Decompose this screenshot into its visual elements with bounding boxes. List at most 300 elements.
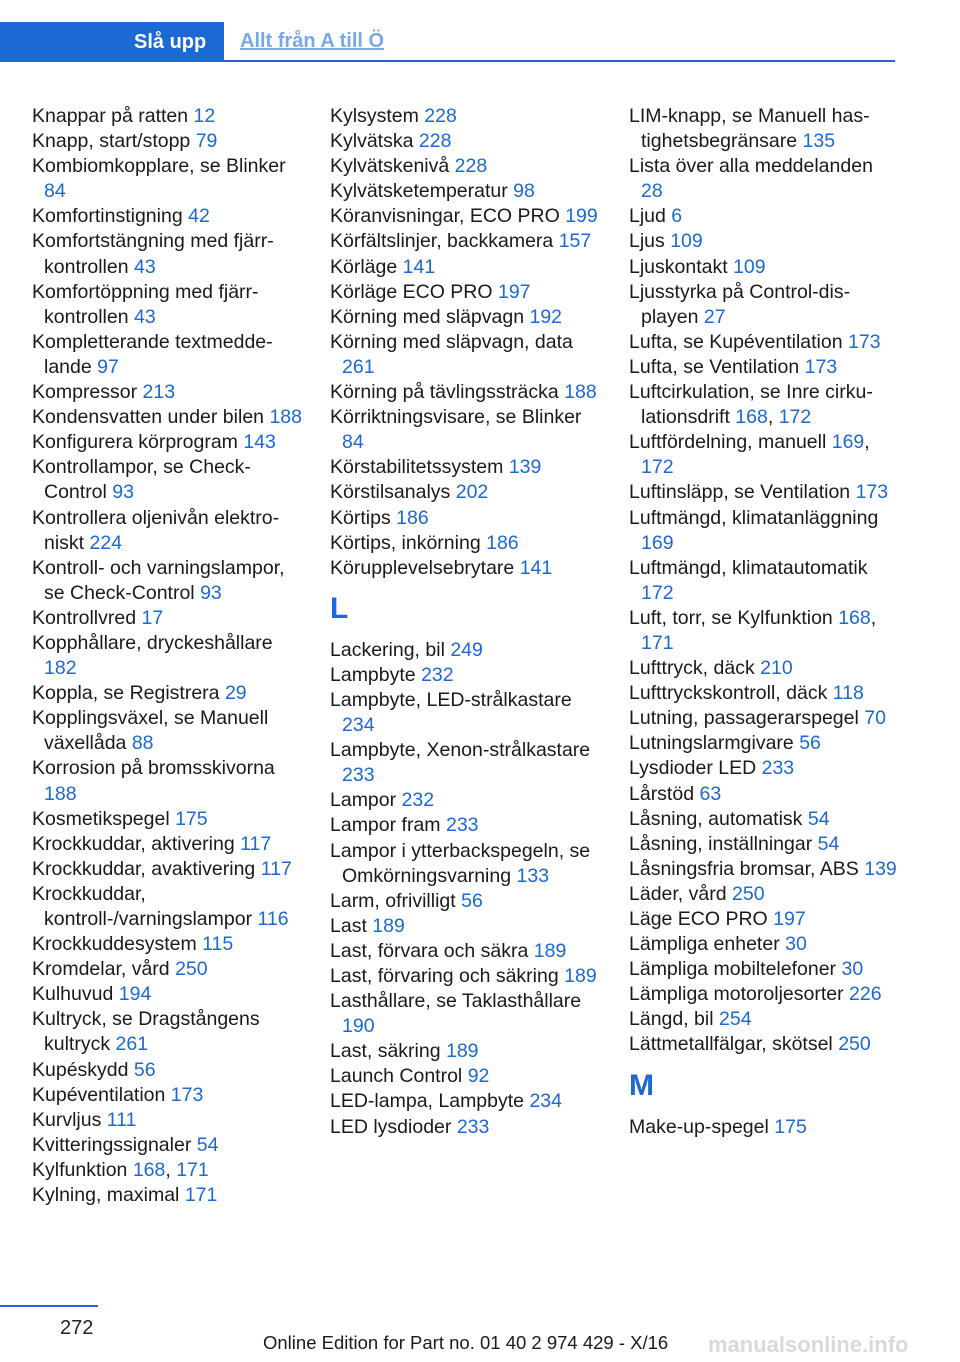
page-link[interactable]: 182	[44, 657, 77, 680]
index-entry	[330, 104, 600, 129]
index-entry	[32, 681, 302, 706]
index-entry	[629, 330, 899, 355]
index-entry-text: Lampbyte	[330, 663, 416, 686]
index-entry-text: Komfortöppning med fjärrkontrollen	[32, 280, 259, 328]
index-entry	[629, 255, 899, 280]
index-entry	[32, 1058, 302, 1083]
index-entry-text: Körning på tävlingssträcka	[330, 381, 559, 404]
index-entry	[629, 154, 899, 204]
page-link[interactable]: 84	[342, 431, 364, 454]
index-entry	[330, 1064, 600, 1089]
page-link[interactable]: 54	[817, 832, 840, 855]
index-entry	[32, 1183, 302, 1208]
index-entry-text: Körriktningsvisare, se Blinker	[330, 406, 582, 429]
page-link[interactable]: 172	[641, 581, 674, 604]
index-entry-text: Krockkuddesystem	[32, 933, 197, 956]
page-link[interactable]: 70	[864, 707, 886, 730]
page-link[interactable]: 197	[773, 908, 806, 930]
index-entry-text: Ljuskontakt	[629, 255, 728, 278]
index-entry-text: Kurvljus	[32, 1108, 102, 1131]
index-entry	[330, 1039, 600, 1064]
page-link[interactable]: 143	[243, 431, 276, 454]
index-entry-text: Launch Control	[330, 1065, 463, 1088]
page-link[interactable]: 93	[112, 481, 134, 504]
index-entry-text: LED lysdioder	[330, 1115, 452, 1138]
index-entry	[330, 154, 600, 179]
index-entry-text: Kulhuvud	[32, 983, 114, 1006]
index-entry-text: Kylvätsketemperatur	[330, 180, 508, 203]
index-entry-text: Kupéventilation	[32, 1083, 166, 1106]
index-entry	[32, 832, 302, 857]
page-link[interactable]: 188	[269, 406, 302, 429]
index-entry	[32, 957, 302, 982]
index-entry-text: Kopphållare, dryckeshållare	[32, 631, 273, 654]
index-entry	[330, 179, 600, 204]
index-entry	[330, 788, 600, 813]
index-entry	[629, 982, 899, 1007]
index-entry	[32, 1108, 302, 1133]
page-link[interactable]: 210	[760, 657, 793, 680]
index-entry-text: Koppla, se Registrera	[32, 682, 220, 705]
index-entry-text: Lampor fram	[330, 814, 441, 837]
page-number: 272	[60, 1317, 94, 1339]
page-link[interactable]: 111	[106, 1108, 137, 1131]
index-entry-text: Kvitteringssignaler	[32, 1133, 192, 1156]
index-entry	[629, 706, 899, 731]
index-entry-text: Konfigurera körprogram	[32, 431, 238, 454]
index-entry-text: Knapp, start/stopp	[32, 130, 191, 153]
index-entry-text: Körfältslinjer, backkamera	[330, 230, 554, 253]
page-link[interactable]: 188	[564, 381, 597, 404]
index-entry	[330, 556, 600, 581]
page-link[interactable]: 250	[838, 1033, 871, 1056]
index-entry-text: Kultryck, se Dragstångens kultryck	[32, 1008, 260, 1056]
index-entry-text: Lasthållare, se Taklasthållare	[330, 990, 582, 1013]
page-link[interactable]: 186	[486, 531, 519, 554]
index-entry-text: Luftcirkulation, se Inre cirkulationsdrift	[629, 381, 873, 429]
index-entry	[629, 480, 899, 505]
index-entry-text: Lårstöd	[629, 782, 695, 805]
page-link[interactable]: 261	[342, 355, 375, 378]
index-entry-text: Körläge	[330, 255, 398, 278]
page-link[interactable]: 188	[44, 782, 77, 805]
index-entry-text: Lämpliga motoroljesorter	[629, 983, 844, 1006]
index-entry	[629, 782, 899, 807]
index-entry	[32, 807, 302, 832]
index-entry	[629, 355, 899, 380]
page-link[interactable]: 168	[838, 606, 871, 629]
page-link[interactable]: 92	[467, 1065, 490, 1088]
index-entry-text: Lampor i ytterbackspegeln, se Omkörningsvarning	[330, 839, 591, 887]
index-entry-text: Lufta, se Ventilation	[629, 355, 800, 378]
index-entry	[629, 656, 899, 681]
page-link[interactable]: 202	[455, 481, 489, 504]
index-entry-text: LIM-knapp, se Manuell hastighetsbegränsare	[629, 105, 870, 153]
index-entry	[32, 606, 302, 631]
index-entry-text: Körstabilitetssystem	[330, 456, 504, 479]
index-entry-text: Körupplevelsebrytare	[330, 556, 515, 579]
index-entry-text: Låsning, inställningar	[629, 832, 813, 855]
index-entry	[330, 380, 600, 405]
index-entry	[330, 738, 600, 788]
edition-note: Online Edition for Part no. 01 40 2 974 429 - X/16	[263, 1332, 669, 1353]
page-link[interactable]: 56	[799, 732, 821, 755]
page-link[interactable]: 109	[733, 255, 766, 278]
page-link[interactable]: 141	[402, 255, 436, 278]
page-link[interactable]: 189	[564, 965, 597, 987]
index-entry-text: Kompressor	[32, 381, 138, 404]
page-link[interactable]: 42	[188, 205, 210, 228]
page-link[interactable]: 233	[445, 814, 479, 837]
index-entry	[330, 129, 600, 154]
index-entry	[32, 706, 302, 756]
index-entry	[629, 857, 899, 882]
page-link[interactable]: 84	[44, 180, 66, 203]
page-link[interactable]: 135	[802, 130, 836, 153]
index-entry: Luftfördelning, manuell 169, 172	[629, 431, 870, 479]
page-link[interactable]: 171	[176, 1158, 209, 1181]
page-link[interactable]: 27	[703, 305, 726, 328]
page-link[interactable]: 29	[224, 682, 247, 705]
page-link[interactable]: 250	[175, 958, 208, 981]
page-link[interactable]: 6	[671, 205, 683, 228]
index-entry-text: Krockkuddar, aktivering	[32, 832, 235, 855]
index-entry-text: Larm, ofrivilligt	[330, 889, 456, 912]
page-link[interactable]: 226	[849, 983, 882, 1006]
index-entry-text: Luft, torr, se Kylfunktion	[629, 606, 833, 629]
page-link[interactable]: 115	[202, 933, 234, 956]
index-entry	[629, 104, 899, 154]
index-entry-text: Lufta, se Kupéventilation	[629, 330, 843, 353]
index-entry	[32, 129, 302, 154]
index-entry-text: Lufttryck, däck	[629, 657, 755, 680]
index-entry	[32, 756, 302, 806]
index-entry-text: Luftinsläpp, se Ventilation	[629, 481, 851, 504]
index-entry	[629, 1115, 899, 1140]
page-link[interactable]: 234	[342, 714, 375, 737]
index-entry-text: Kontrollampor, se Check-Control	[32, 456, 251, 504]
index-entry-text: Låsning, automatisk	[629, 807, 803, 830]
index-entry-text: Kontrollera oljenivån elektroniskt	[32, 506, 280, 554]
index-entry	[330, 663, 600, 688]
page-link[interactable]: 30	[785, 933, 807, 956]
index-entry-text: Lysdioder LED	[629, 757, 757, 780]
index-entry-text: Kylvätskenivå	[330, 155, 450, 178]
index-entry	[629, 204, 899, 229]
page-link[interactable]: 189	[445, 1040, 479, 1063]
index-entry	[32, 104, 302, 129]
index-entry	[32, 280, 302, 330]
index-entry	[330, 280, 600, 305]
page-link[interactable]: 173	[170, 1083, 204, 1106]
index-entry	[32, 380, 302, 405]
index-entry-text: Luftmängd, klimatautomatik	[629, 556, 868, 579]
index-entry	[32, 430, 302, 455]
index-entry	[330, 638, 600, 663]
page-link[interactable]: 186	[396, 506, 429, 529]
index-entry-text: Körstilsanalys	[330, 481, 451, 504]
index-entry	[330, 1089, 600, 1114]
index-entry-text: Läder, vård	[629, 882, 727, 905]
page-link[interactable]: 224	[89, 531, 123, 554]
page-link[interactable]: 175	[774, 1115, 807, 1138]
index-entry	[330, 305, 600, 330]
index-entry-text: Körläge ECO PRO	[330, 280, 493, 303]
index-entry-text: Last	[330, 914, 367, 937]
index-entry-text: Körning med släpvagn, data	[330, 330, 573, 353]
index-entry-text: Kontroll- och varningslampor, se Check-Control	[32, 556, 285, 604]
index-entry-text: Lutningslarmgivare	[629, 732, 794, 755]
page-link[interactable]: 116	[257, 908, 289, 930]
index-entry-text: Komfortstängning med fjärrkontrollen	[32, 230, 274, 278]
page-link[interactable]: 233	[342, 764, 375, 787]
index-entry-text: Körtips	[330, 506, 391, 529]
page-link[interactable]: 54	[807, 807, 830, 830]
index-entry	[32, 1133, 302, 1158]
index-entry	[32, 631, 302, 681]
index-entry	[629, 1007, 899, 1032]
page-link[interactable]: 234	[529, 1090, 562, 1113]
index-entry-text: Lackering, bil	[330, 638, 445, 661]
page-link[interactable]: 43	[133, 305, 156, 328]
index-entry	[32, 932, 302, 957]
index-entry	[629, 932, 899, 957]
index-entry	[32, 154, 302, 204]
tab-sla-upp-label: Slå upp	[134, 31, 207, 53]
index-entry-text: Körtips, inkörning	[330, 531, 481, 554]
index-entry-text: Kontrollvred	[32, 606, 137, 629]
tab-underline	[0, 60, 895, 62]
index-entry	[32, 556, 302, 606]
page-link[interactable]: 261	[115, 1033, 149, 1056]
index-entry	[330, 455, 600, 480]
index-entry	[32, 882, 302, 932]
page-link[interactable]: 192	[529, 305, 563, 328]
page-link[interactable]: 171	[184, 1184, 218, 1207]
index-entry	[330, 330, 600, 380]
index-entry-text: Låsningsfria bromsar, ABS	[629, 857, 859, 880]
index-entry-text: Ljud	[629, 205, 666, 228]
index-entry-text: Lutning, passagerarspegel	[629, 707, 859, 730]
index-entry	[629, 681, 899, 706]
index-entry-text: Krockkuddar, avaktivering	[32, 857, 256, 880]
index-entry-text: Lufttryckskontroll, däck	[629, 682, 828, 705]
page-link[interactable]: 93	[200, 581, 222, 604]
page-link[interactable]: 189	[533, 939, 567, 962]
page-link[interactable]: 12	[193, 105, 216, 127]
index-entry	[629, 1032, 899, 1057]
top-tab-bar	[0, 0, 895, 62]
index-entry	[330, 688, 600, 738]
page-link[interactable]: 189	[372, 914, 405, 937]
index-entry	[629, 957, 899, 982]
page-link[interactable]: 139	[508, 456, 542, 479]
page-link[interactable]: 117	[240, 832, 272, 855]
page-link[interactable]: 172	[641, 456, 674, 479]
page-link[interactable]: 190	[342, 1015, 375, 1038]
page-link[interactable]: 173	[804, 355, 838, 378]
index-entry	[629, 229, 899, 254]
page-link[interactable]: 233	[456, 1115, 490, 1138]
page-link[interactable]: 172	[778, 406, 812, 429]
page-link[interactable]: 175	[175, 807, 208, 830]
page-link[interactable]: 168	[735, 406, 768, 429]
page-link[interactable]: 173	[848, 330, 881, 353]
index-entry	[32, 982, 302, 1007]
index-entry	[629, 506, 899, 556]
index-entry	[330, 405, 600, 455]
page-link[interactable]: 233	[761, 757, 795, 780]
index-entry-text: Köranvisningar, ECO PRO	[330, 205, 560, 228]
index-entry	[330, 480, 600, 505]
index-entry-text: Lämpliga enheter	[629, 933, 780, 956]
index-entry-text: Ljus	[629, 230, 665, 253]
index-entry-text: Kopplingsväxel, se Manuell växellåda	[32, 707, 269, 755]
index-entry-text: Make-up-spegel	[629, 1115, 769, 1138]
page-link[interactable]: 97	[97, 355, 119, 378]
page-link[interactable]: 109	[670, 230, 703, 253]
index-entry	[330, 813, 600, 838]
page-link[interactable]: 54	[196, 1133, 219, 1156]
index-entry-text: Komfortinstigning	[32, 205, 183, 228]
index-entry	[330, 531, 600, 556]
watermark: manualsonline.info	[708, 1332, 909, 1357]
index-entry	[32, 204, 302, 229]
index-entry	[330, 839, 600, 889]
index-entry	[330, 506, 600, 531]
index-entry-text: Krockkuddar, kontroll-/varningslampor	[32, 882, 253, 930]
index-column-3	[629, 104, 899, 1140]
index-entry-text: Kosmetikspegel	[32, 807, 170, 830]
page-link[interactable]: 139	[864, 857, 897, 880]
page-link[interactable]: 232	[401, 789, 435, 812]
index-entry	[629, 882, 899, 907]
page-link[interactable]: 194	[118, 983, 152, 1006]
index-entry: Kylfunktion 168, 171	[32, 1158, 209, 1181]
page-link[interactable]: 228	[424, 105, 457, 127]
page-link[interactable]: 173	[855, 481, 889, 504]
index-entry-text: Ljusstyrka på Control-displayen	[629, 280, 851, 328]
page-link[interactable]: 213	[142, 381, 176, 404]
index-entry	[629, 556, 899, 606]
page-link[interactable]: 249	[450, 638, 483, 661]
index-entry-text: Luftfördelning, manuell	[629, 431, 827, 454]
index-entry	[330, 1115, 600, 1140]
index-entry-text: LED-lampa, Lampbyte	[330, 1090, 525, 1113]
page-link[interactable]: 43	[133, 255, 156, 278]
page-link[interactable]: 17	[141, 606, 164, 629]
page-link[interactable]: 171	[641, 631, 674, 654]
index-entry	[32, 229, 302, 279]
page-link[interactable]: 98	[513, 180, 535, 203]
index-entry	[330, 204, 600, 229]
index-entry	[330, 939, 600, 964]
tab-allt-fran-a-till-o[interactable]: Allt från A till Ö	[240, 29, 385, 52]
index-entry	[32, 506, 302, 556]
page-link[interactable]: 133	[516, 864, 550, 887]
index-entry	[629, 731, 899, 756]
page-link[interactable]: 56	[133, 1058, 156, 1081]
index-entry-text: Kompletterande textmeddelande	[32, 330, 273, 378]
index-entry: Luft, torr, se Kylfunktion 168, 171	[629, 606, 877, 654]
index-entry-text: Längd, bil	[629, 1008, 714, 1031]
index-entry	[330, 914, 600, 939]
index-entry-text: Kombiomkopplare, se Blinker	[32, 155, 286, 178]
page-link[interactable]: 79	[195, 130, 218, 153]
page-link[interactable]: 228	[418, 130, 452, 153]
page-link[interactable]: 157	[558, 230, 592, 253]
index-entry	[32, 1007, 302, 1057]
index-entry	[629, 756, 899, 781]
index-entry	[32, 330, 302, 380]
page-link[interactable]: 63	[699, 782, 722, 805]
index-entry-text: Lampor	[330, 789, 397, 812]
index-entry	[32, 857, 302, 882]
index-letter-heading: L	[330, 591, 349, 625]
index-entry-text: Luftmängd, klimatanläggning	[629, 506, 879, 529]
page-link[interactable]: 118	[832, 682, 864, 705]
index-entry-text: Lättmetallfälgar, skötsel	[629, 1033, 833, 1056]
page-link[interactable]: 117	[260, 857, 292, 880]
page-link[interactable]: 254	[719, 1008, 752, 1031]
index-entry-text: Kylning, maximal	[32, 1184, 180, 1207]
index-entry	[330, 255, 600, 280]
index-entry-text: Lampbyte, Xenon-strålkastare	[330, 739, 591, 762]
page-link[interactable]: 250	[732, 882, 765, 905]
index-entry-text: Läge ECO PRO	[629, 908, 768, 930]
index-entry-text: Last, förvaring och säkring	[330, 965, 559, 987]
index-entry	[629, 280, 899, 330]
page-link[interactable]: 197	[497, 280, 531, 303]
page-link[interactable]: 28	[641, 180, 663, 203]
page-link[interactable]: 30	[841, 958, 864, 981]
index-entry-text: Lista över alla meddelanden	[629, 155, 873, 178]
index-column-1	[32, 104, 302, 1208]
index-entry-text: Kylfunktion	[32, 1158, 128, 1181]
index-entry	[330, 889, 600, 914]
index-entry-text: Last, säkring	[330, 1040, 441, 1063]
index-column-2	[330, 104, 600, 1140]
page-link[interactable]: 228	[454, 155, 488, 178]
index-entry	[32, 455, 302, 505]
index-entry-text: Kromdelar, vård	[32, 958, 170, 981]
index-letter-heading: M	[629, 1068, 654, 1102]
index-entry	[330, 229, 600, 254]
index-entry	[32, 1083, 302, 1108]
page-link[interactable]: 199	[565, 205, 598, 228]
page-link[interactable]: 56	[461, 889, 483, 912]
index-entry-text: Lampbyte, LED-strålkastare	[330, 688, 572, 711]
index-entry-text: Kylsystem	[330, 105, 419, 127]
index-entry	[629, 907, 899, 932]
page-link[interactable]: 169	[641, 531, 674, 554]
page-link[interactable]: 168	[132, 1158, 166, 1181]
index-entry: Luftcirkulation, se Inre cirkulationsdrift 168, 172	[629, 381, 873, 429]
index-entry	[629, 832, 899, 857]
tab-sla-upp[interactable]	[0, 22, 224, 60]
index-entry	[330, 964, 600, 989]
page-link[interactable]: 141	[519, 556, 553, 579]
index-entry-text: Kylvätska	[330, 130, 414, 153]
index-entry	[32, 405, 302, 430]
index-entry-text: Knappar på ratten	[32, 105, 189, 127]
page-link[interactable]: 169	[831, 431, 865, 454]
index-entry-text: Korrosion på bromsskivorna	[32, 757, 275, 780]
page-link[interactable]: 232	[421, 663, 454, 686]
index-entry	[330, 989, 600, 1039]
index-entry-text: Lämpliga mobiltelefoner	[629, 958, 837, 981]
page-link[interactable]: 88	[131, 732, 154, 755]
